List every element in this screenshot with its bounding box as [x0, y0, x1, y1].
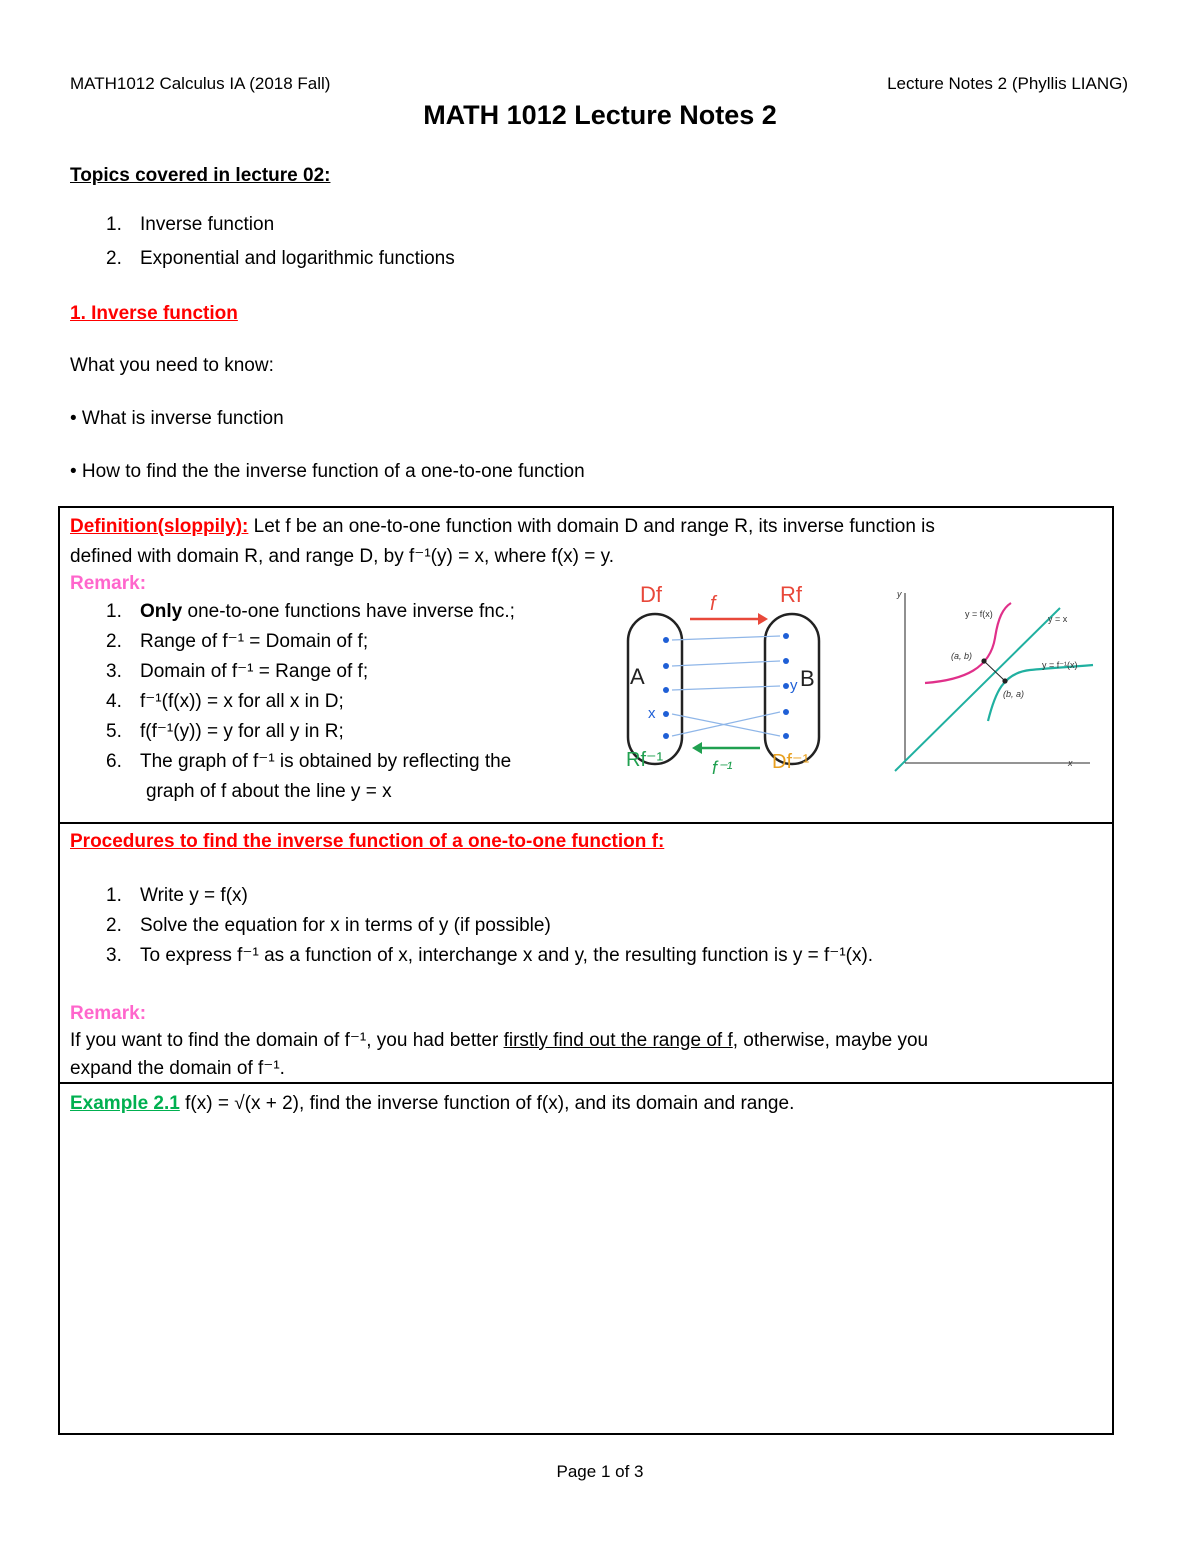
- list-item: 5. f(f⁻¹(y)) = y for all y in R;: [106, 721, 344, 742]
- remark-underlined: firstly find out the range of f: [503, 1030, 733, 1051]
- list-item: graph of f about the line y = x: [146, 781, 392, 802]
- rf-inv-label: Rf⁻¹: [626, 749, 664, 771]
- label-point-ba: (b, a): [1003, 689, 1025, 699]
- list-item: 3. Domain of f⁻¹ = Range of f;: [106, 661, 369, 682]
- list-item: 2. Range of f⁻¹ = Domain of f;: [106, 631, 369, 652]
- definition-text1: Let f be an one-to-one function with domain D and range R, its inverse function is: [253, 516, 935, 537]
- label-f-inverse: y = f⁻¹(x): [1042, 660, 1078, 670]
- f-arrow-head-icon: [758, 613, 768, 625]
- definition-box: [58, 506, 1114, 824]
- bullet-what-is: • What is inverse function: [70, 408, 284, 429]
- example-box: [58, 1082, 1114, 1435]
- bullet-how-to: • How to find the the inverse function of a one-to-one function: [70, 461, 585, 482]
- list-item: 3. To express f⁻¹ as a function of x, interchange x and y, the resulting function is y = f⁻¹(x).: [106, 945, 874, 966]
- f-arrow-label: f: [710, 593, 716, 615]
- example-line: [70, 1092, 1102, 1116]
- list-item: 1. Write y = f(x): [106, 885, 248, 906]
- label-y-equals-x: y = x: [1048, 614, 1068, 624]
- remark-label: Remark:: [70, 573, 147, 594]
- label-point-ab: (a, b): [951, 651, 973, 661]
- procedure-remark-line2: expand the domain of f⁻¹.: [70, 1058, 285, 1079]
- rf-label: Rf: [780, 582, 802, 607]
- header-left: MATH1012 Calculus IA (2018 Fall): [70, 74, 331, 93]
- procedure-box: [58, 822, 1114, 1084]
- label-f: y = f(x): [965, 609, 993, 619]
- list-item: 2. Solve the equation for x in terms of y (if possible): [106, 915, 551, 936]
- point-ba-marker: [1002, 678, 1007, 683]
- remark-list: [70, 597, 630, 807]
- list-item: 4. f⁻¹(f(x)) = x for all x in D;: [106, 691, 344, 712]
- set-b-label: B: [800, 666, 815, 691]
- example-label: Example 2.1: [70, 1093, 180, 1114]
- list-item: 1. Only one-to-one functions have inverse fnc.;: [106, 601, 515, 622]
- example-text: f(x) = √(x + 2), find the inverse function of f(x), and its domain and range.: [185, 1093, 795, 1114]
- procedure-remark-label: Remark:: [70, 1003, 147, 1024]
- page-number: Page 1 of 3: [556, 1462, 644, 1481]
- need-to-know: What you need to know:: [70, 355, 274, 376]
- axis-y-label: y: [897, 589, 902, 599]
- section1-heading: 1. Inverse function: [70, 303, 238, 324]
- procedure-remark-line1: If you want to find the domain of f⁻¹, you had better firstly find out the range of f, otherwise, maybe you: [70, 1030, 929, 1051]
- definition-line2: defined with domain R, and range D, by f⁻¹(y) = x, where f(x) = y.: [70, 546, 615, 567]
- header-right: Lecture Notes 2 (Phyllis LIANG): [887, 74, 1128, 93]
- f-inv-arrow-label: f⁻¹: [712, 758, 733, 778]
- y-label: y: [790, 677, 798, 694]
- f-inv-arrow-head-icon: [692, 742, 702, 754]
- x-label: x: [648, 705, 656, 722]
- mapping-diagram: [620, 576, 860, 786]
- df-label: Df: [640, 582, 662, 607]
- page-title: MATH 1012 Lecture Notes 2: [423, 100, 777, 130]
- reflection-segment: [984, 661, 1005, 681]
- list-item: 6. The graph of f⁻¹ is obtained by reflecting the: [106, 751, 512, 772]
- line-y-equals-x: [895, 608, 1060, 771]
- definition-label: Definition(sloppily):: [70, 516, 249, 537]
- definition-line1: [70, 515, 1102, 539]
- reflection-graph: [885, 583, 1105, 773]
- set-a-label: A: [630, 664, 645, 689]
- topics-heading: Topics covered in lecture 02:: [70, 165, 331, 186]
- point-ab-marker: [981, 658, 986, 663]
- procedure-steps: [70, 881, 1100, 971]
- procedure-heading: Procedures to find the inverse function of a one-to-one function f:: [70, 831, 665, 852]
- axis-x-label: x: [1068, 758, 1073, 768]
- set-a-oval: [628, 614, 682, 764]
- df-inv-label: Df⁻¹: [772, 751, 810, 773]
